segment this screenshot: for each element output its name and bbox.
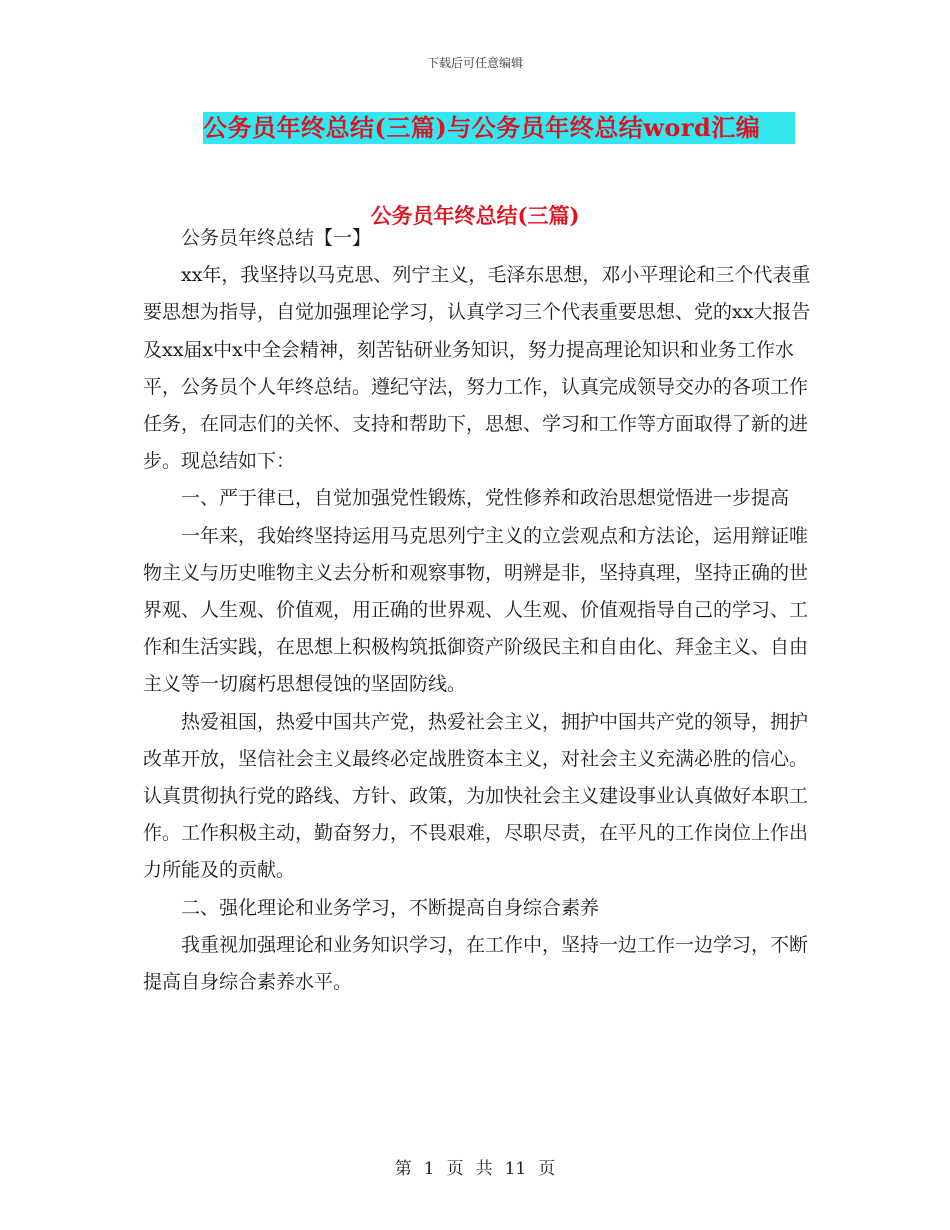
- footer-prefix: 第: [394, 1159, 412, 1179]
- footer-suffix: 页: [538, 1159, 556, 1179]
- paragraph: xx年，我坚持以马克思、列宁主义，毛泽东思想，邓小平理论和三个代表重要思想为指导，自觉加强理论学习，认真学习三个代表重要思想、党的xx大报告及xx届x中x中全会精神，刻苦钻研业务知识，努力提高理论知识和业务工作水平，公务员个人年终总结。遵纪守法，努力工作，认真完成领导交办的各项工作任务，在同志们的关怀、支持和帮助下，思想、学习和工作等方面取得了新的进步。现总结如下：: [143, 264, 811, 473]
- paragraph-heading-2: 一、严于律已，自觉加强党性锻炼，党性修养和政治思想觉悟进一步提高: [181, 487, 790, 510]
- paragraph: 我重视加强理论和业务知识学习，在工作中，坚持一边工作一边学习，不断提高自身综合素养水平。: [143, 933, 809, 994]
- document-body: [143, 220, 811, 1001]
- main-title: 公务员年终总结(三篇)与公务员年终总结word汇编: [203, 112, 795, 144]
- page-footer: [0, 1154, 950, 1179]
- footer-total-pages: 11: [504, 1159, 527, 1179]
- sub-title: 公务员年终总结(三篇): [370, 203, 580, 228]
- footer-total-label: 共: [475, 1159, 493, 1179]
- header-note: 下载后可任意编辑: [426, 56, 523, 70]
- footer-page-label: 页: [446, 1159, 464, 1179]
- paragraph-heading-3: 二、强化理论和业务学习，不断提高自身综合素养: [181, 896, 600, 919]
- paragraph: 一年来，我始终坚持运用马克思列宁主义的立尝观点和方法论，运用辩证唯物主义与历史唯物主义去分析和观察事物，明辨是非，坚持真理，坚持正确的世界观、人生观、价值观，用正确的世界观、人生观、价值观指导自己的学习、工作和生活实践，在思想上积极构筑抵御资产阶级民主和自由化、拜金主义、自由主义等一切腐朽思想侵蚀的坚固防线。: [143, 524, 809, 696]
- paragraph: 热爱祖国，热爱中国共产党，热爱社会主义，拥护中国共产党的领导，拥护改革开放，坚信社会主义最终必定战胜资本主义，对社会主义充满必胜的信心。认真贯彻执行党的路线、方针、政策，为加快社会主义建设事业认真做好本职工作。工作积极主动，勤奋努力，不畏艰难，尽职尽责，在平凡的工作岗位上作出力所能及的贡献。: [143, 710, 809, 882]
- footer-page-number: 1: [423, 1159, 435, 1179]
- paragraph-heading-1: 公务员年终总结【一】: [181, 227, 372, 249]
